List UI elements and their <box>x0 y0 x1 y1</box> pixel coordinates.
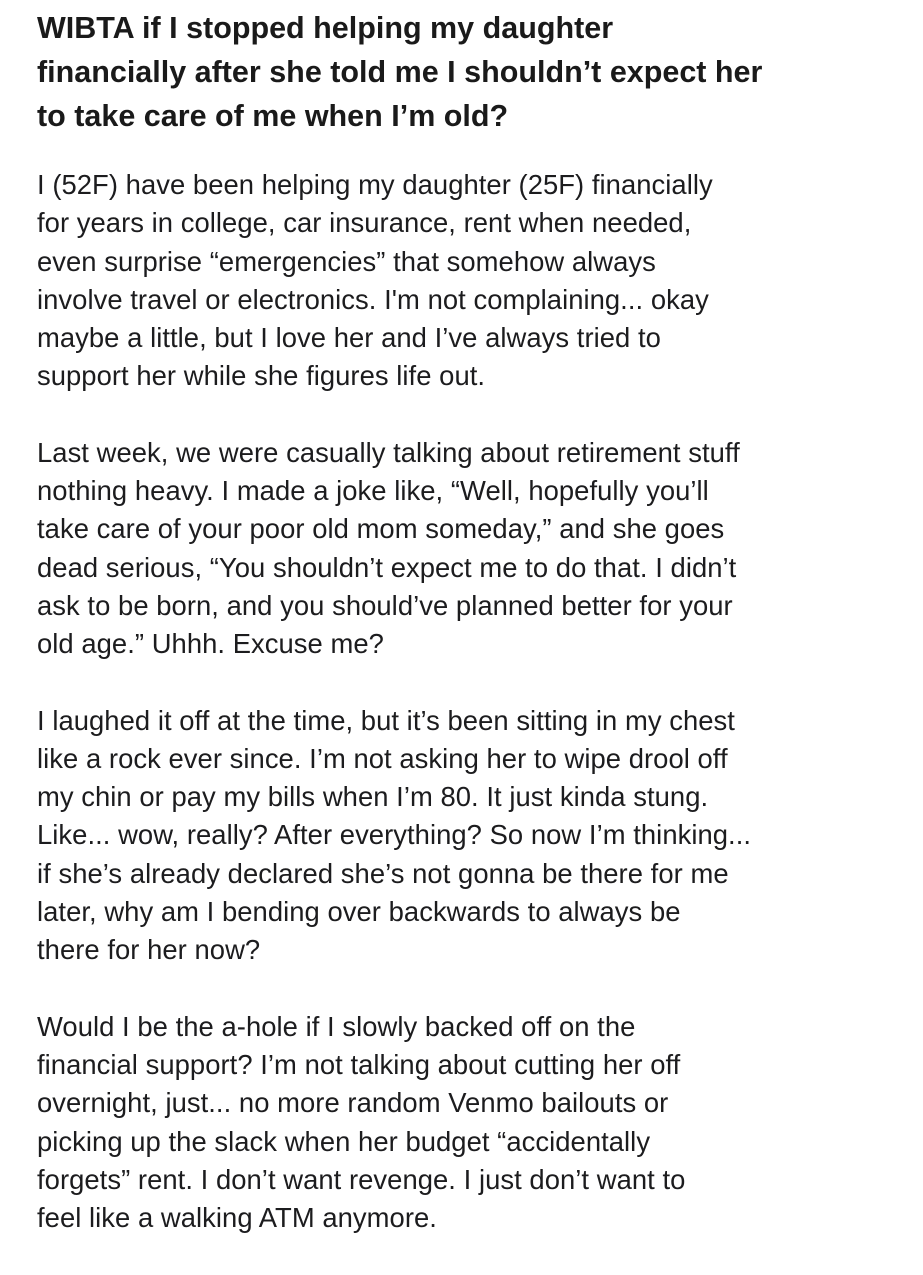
text-line: my chin or pay my bills when I’m 80. It just kinda stung. <box>37 781 709 813</box>
text-line: involve travel or electronics. I'm not complaining... okay <box>37 283 709 315</box>
text-line: like a rock ever since. I’m not asking her to wipe drool off <box>37 742 728 774</box>
text-line: support her while she figures life out. <box>37 360 486 392</box>
post <box>37 6 899 1275</box>
text-line: dead serious, “You shouldn’t expect me to do that. I didn’t <box>37 551 737 583</box>
paragraph-2 <box>37 434 899 664</box>
text-line: if she’s already declared she’s not gonna be there for me <box>37 857 729 889</box>
text-line: feel like a walking ATM anymore. <box>37 1202 437 1234</box>
text-line: maybe a little, but I love her and I’ve always tried to <box>37 322 661 354</box>
paragraph-4 <box>37 1008 899 1238</box>
text-line: nothing heavy. I made a joke like, “Well, hopefully you’ll <box>37 475 709 507</box>
text-line: forgets” rent. I don’t want revenge. I just don’t want to <box>37 1163 686 1195</box>
text-line: take care of your poor old mom someday,” and she goes <box>37 513 725 545</box>
title-line: to take care of me when I’m old? <box>37 99 509 133</box>
paragraph-3 <box>37 702 899 970</box>
text-line: picking up the slack when her budget “accidentally <box>37 1125 651 1157</box>
text-line: Last week, we were casually talking about retirement stuff <box>37 436 740 468</box>
text-line: later, why am I bending over backwards to always be <box>37 896 681 928</box>
text-line: Like... wow, really? After everything? So now I’m thinking... <box>37 819 752 851</box>
text-line: old age.” Uhhh. Excuse me? <box>37 628 384 660</box>
title-line: financially after she told me I shouldn’t expect her <box>37 55 763 89</box>
post-body <box>37 166 899 1237</box>
text-line: ask to be born, and you should’ve planned better for your <box>37 589 733 621</box>
text-line: even surprise “emergencies” that somehow always <box>37 245 656 277</box>
post-title <box>37 6 899 138</box>
text-line: there for her now? <box>37 934 261 966</box>
text-line: Would I be the a-hole if I slowly backed off on the <box>37 1010 636 1042</box>
text-line: financial support? I’m not talking about cutting her off <box>37 1048 681 1080</box>
text-line: I laughed it off at the time, but it’s been sitting in my chest <box>37 704 735 736</box>
text-line: overnight, just... no more random Venmo bailouts or <box>37 1087 669 1119</box>
text-line: I (52F) have been helping my daughter (25F) financially <box>37 169 713 200</box>
title-line: WIBTA if I stopped helping my daughter <box>37 11 614 45</box>
text-line: for years in college, car insurance, rent when needed, <box>37 207 692 239</box>
paragraph-1 <box>37 166 899 396</box>
